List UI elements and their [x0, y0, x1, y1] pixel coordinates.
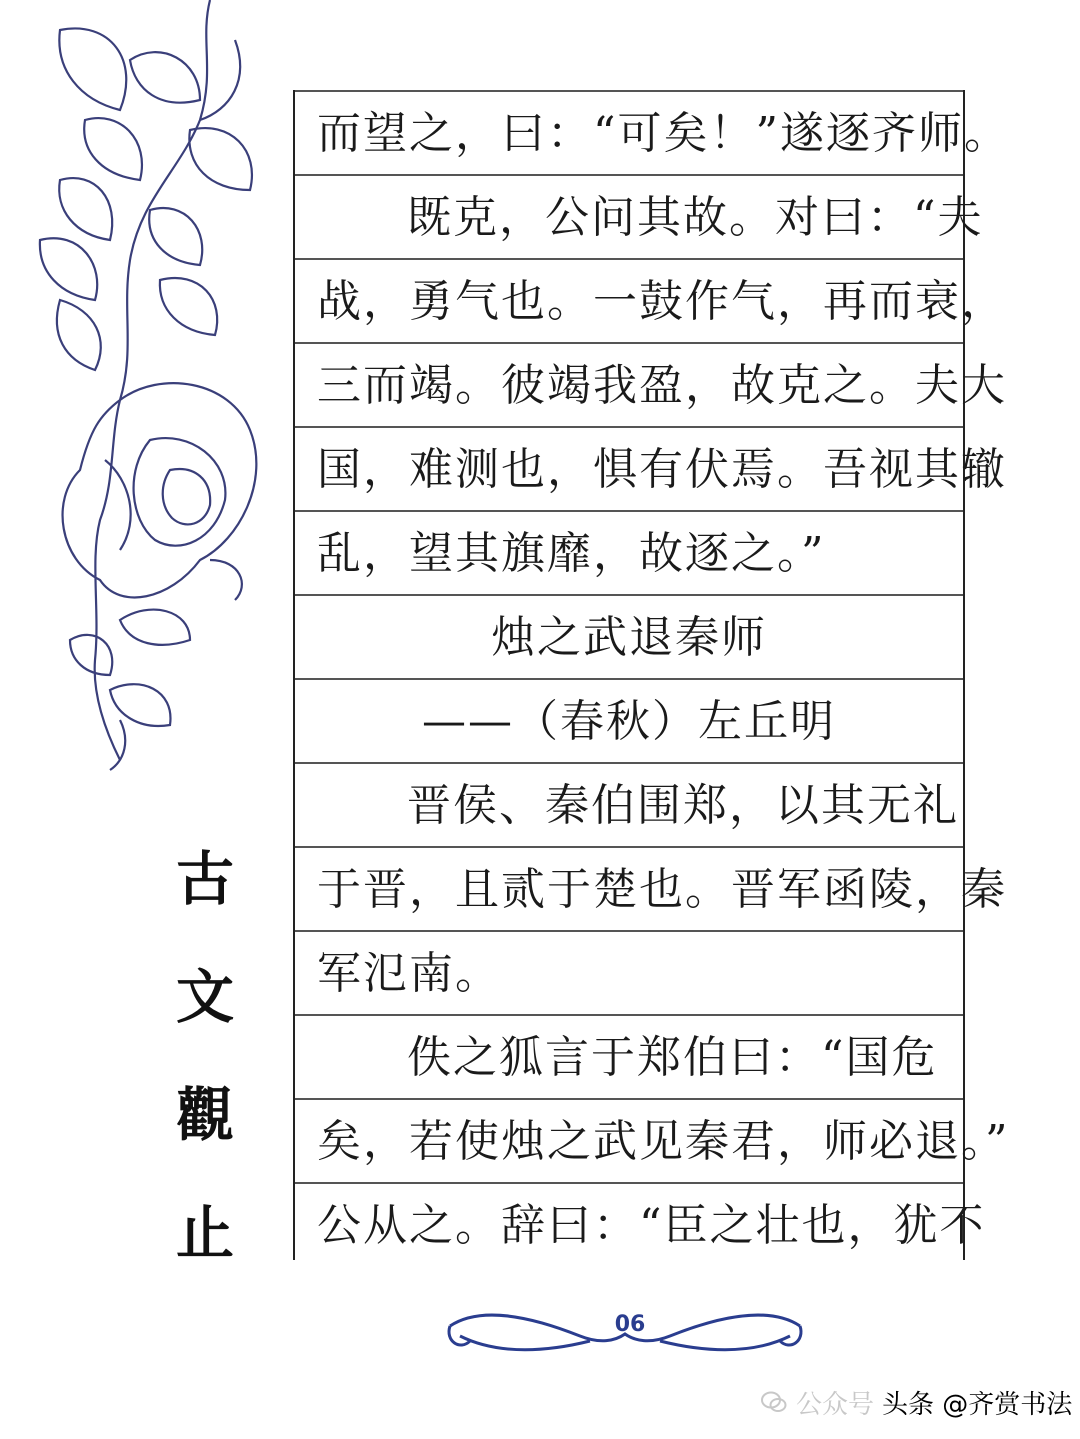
- floral-vine-decoration: [0, 0, 290, 780]
- text-line: 矣，若使烛之武见秦君，师必退。”: [295, 1098, 963, 1182]
- watermark-main-text: 头条 @齐赏书法: [882, 1389, 1073, 1420]
- text-line: 于晋，且贰于楚也。晋军函陵，秦: [295, 846, 963, 930]
- text-line: 佚之狐言于郑伯曰：“国危: [295, 1014, 963, 1098]
- text-line: 晋侯、秦伯围郑，以其无礼: [295, 762, 963, 846]
- watermark: [760, 1382, 1072, 1422]
- lined-writing-sheet: [293, 90, 1010, 1260]
- heading-line: 烛之武退秦师: [295, 594, 963, 678]
- side-title-char: 古: [175, 845, 234, 913]
- side-title-char: 觀: [175, 1081, 234, 1149]
- text-line: 三而竭。彼竭我盈，故克之。夫大: [295, 342, 963, 426]
- side-title-char: 止: [175, 1199, 234, 1267]
- text-line: 军氾南。: [295, 930, 963, 1014]
- text-line: 国，难测也，惧有伏焉。吾视其辙: [295, 426, 963, 510]
- text-line: 公从之。辞曰：“臣之壮也，犹不: [295, 1182, 963, 1266]
- text-line: 战，勇气也。一鼓作气，再而衰，: [295, 258, 963, 342]
- side-title-char: 文: [175, 963, 234, 1031]
- text-line: 既克，公问其故。对曰：“夫: [295, 174, 963, 258]
- heading-line: ——（春秋）左丘明: [295, 678, 963, 762]
- watermark-faint-prefix: 公众号: [796, 1389, 875, 1420]
- wechat-icon: [760, 1388, 788, 1416]
- text-line: 而望之，曰：“可矣！”遂逐齐师。: [295, 90, 963, 174]
- page-number: 06: [614, 1312, 646, 1337]
- side-title-vertical: [150, 820, 260, 1292]
- text-line: 乱，望其旗靡，故逐之。”: [295, 510, 963, 594]
